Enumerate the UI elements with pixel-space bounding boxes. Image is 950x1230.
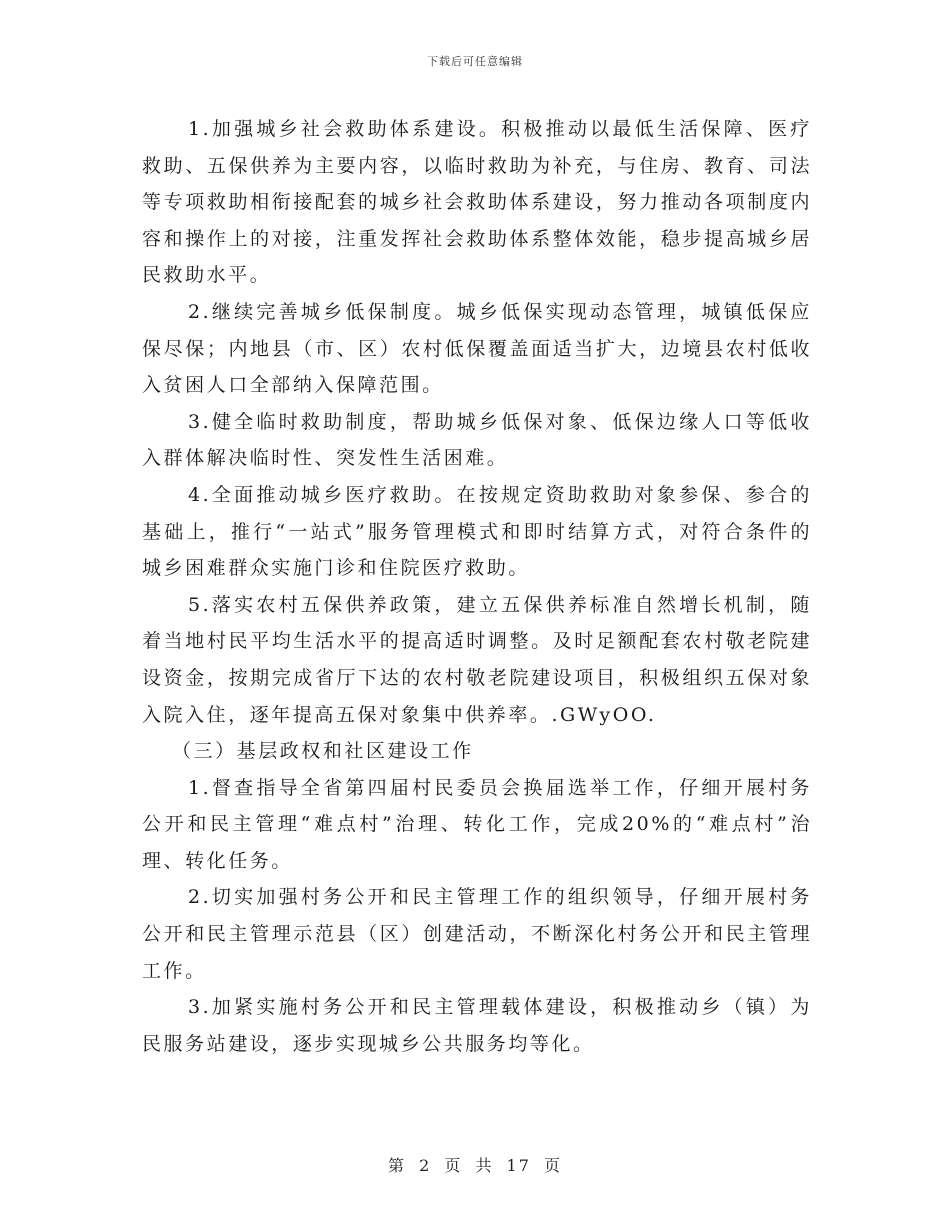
section-heading: （三）基层政权和社区建设工作 bbox=[172, 740, 474, 763]
page-number: 第 2 页 共 17 页 bbox=[388, 1156, 562, 1175]
paragraph-minimum-living-security: 2.继续完善城乡低保制度。城乡低保实现动态管理，城镇低保应保尽保；内地县（市、区）农村低保覆盖面适当扩大，边境县农村低收入贫困人口全部纳入保障范围。 bbox=[142, 300, 812, 397]
paragraph-village-affairs-leadership: 2.切实加强村务公开和民主管理工作的组织领导，仔细开展村务公开和民主管理示范县（区）创建活动，不断深化村务公开和民主管理工作。 bbox=[142, 886, 812, 982]
document-body bbox=[142, 111, 812, 1062]
paragraph-social-assistance-system: 1.加强城乡社会救助体系建设。积极推动以最低生活保障、医疗救助、五保供养为主要内容，以临时救助为补充，与住房、教育、司法等专项救助相衔接配套的城乡社会救助体系建设，努力推动各项制度内容和操作上的对接，注重发挥社会救助体系整体效能，稳步提高城乡居民救助水平。 bbox=[142, 118, 812, 287]
paragraph-service-station: 3.加紧实施村务公开和民主管理载体建设，积极推动乡（镇）为民服务站建设，逐步实现城乡公共服务均等化。 bbox=[142, 996, 812, 1055]
paragraph-village-election: 1.督查指导全省第四届村民委员会换届选举工作，仔细开展村务公开和民主管理“难点村”治理、转化工作，完成20%的“难点村”治理、转化任务。 bbox=[142, 776, 812, 872]
paragraph-temporary-assistance: 3.健全临时救助制度，帮助城乡低保对象、低保边缘人口等低收入群体解决临时性、突发性生活困难。 bbox=[142, 410, 812, 470]
paragraph-medical-assistance: 4.全面推动城乡医疗救助。在按规定资助救助对象参保、参合的基础上，推行“一站式”服务管理模式和即时结算方式，对符合条件的城乡困难群众实施门诊和住院医疗救助。 bbox=[142, 483, 812, 580]
page-header: 下载后可任意编辑 bbox=[427, 55, 523, 68]
paragraph-five-guarantees: 5.落实农村五保供养政策，建立五保供养标准自然增长机制，随着当地村民平均生活水平的提高适时调整。及时足额配套农村敬老院建设资金，按期完成省厅下达的农村敬老院建设项目，积极组织五保对象入院入住，逐年提高五保对象集中供养率。.GWyOO. bbox=[142, 593, 812, 726]
